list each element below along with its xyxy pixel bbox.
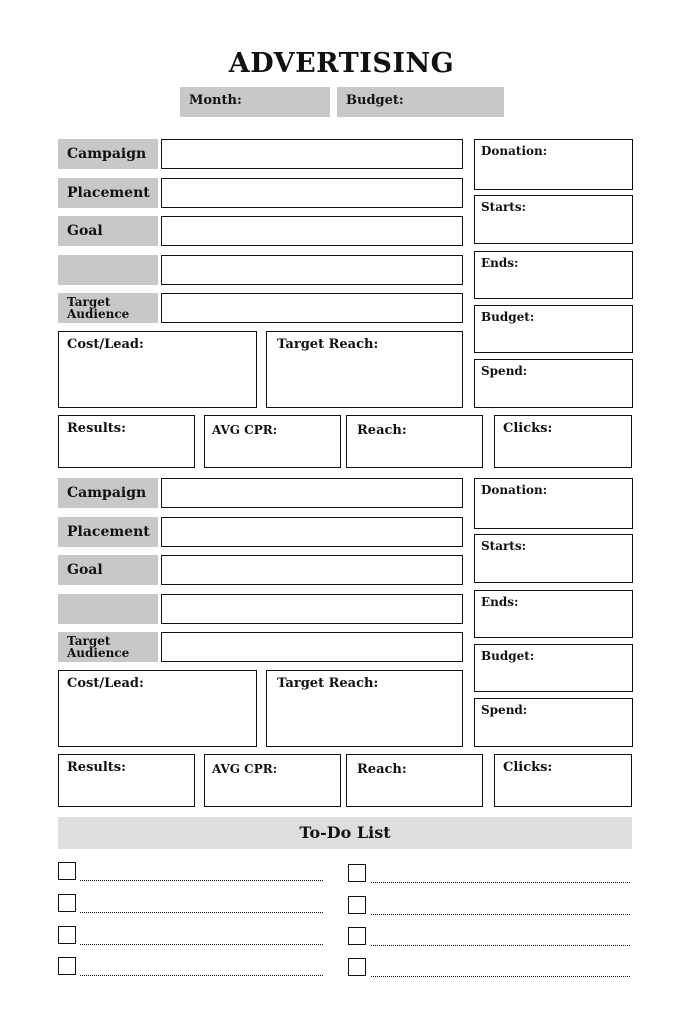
todo-line[interactable] — [80, 880, 323, 881]
reach-label: Reach: — [357, 762, 407, 777]
donation-box[interactable] — [474, 478, 633, 529]
budget-label: Budget: — [346, 93, 404, 108]
donation-label: Donation: — [481, 144, 548, 158]
goal-label: Goal — [58, 216, 158, 246]
page-title: ADVERTISING — [228, 48, 455, 79]
target-reach-label: Target Reach: — [277, 676, 379, 691]
goal-input[interactable] — [161, 216, 463, 246]
budget-box[interactable] — [474, 644, 633, 692]
avg-cpr-label: AVG CPR: — [212, 423, 278, 437]
ends-label: Ends: — [481, 595, 519, 609]
custom-label — [58, 594, 158, 624]
todo-line[interactable] — [371, 914, 630, 915]
reach-box[interactable] — [346, 754, 483, 807]
target-audience-label: Target Audience — [58, 293, 158, 323]
todo-line[interactable] — [80, 944, 323, 945]
cost-lead-box[interactable] — [58, 670, 257, 747]
todo-line[interactable] — [371, 945, 630, 946]
donation-box[interactable] — [474, 139, 633, 190]
target-reach-label: Target Reach: — [277, 337, 379, 352]
ends-box[interactable] — [474, 251, 633, 299]
month-label: Month: — [189, 93, 242, 108]
ends-label: Ends: — [481, 256, 519, 270]
target-audience-input[interactable] — [161, 293, 463, 323]
starts-label: Starts: — [481, 200, 527, 214]
todo-checkbox[interactable] — [58, 862, 76, 880]
placement-label: Placement — [58, 517, 158, 547]
donation-label: Donation: — [481, 483, 548, 497]
todo-checkbox[interactable] — [58, 957, 76, 975]
cost-lead-label: Cost/Lead: — [67, 676, 144, 691]
starts-box[interactable] — [474, 534, 633, 583]
reach-label: Reach: — [357, 423, 407, 438]
target-audience-input[interactable] — [161, 632, 463, 662]
spend-label: Spend: — [481, 703, 528, 717]
avg-cpr-box[interactable] — [204, 754, 341, 807]
campaign-input[interactable] — [161, 478, 463, 508]
custom-input[interactable] — [161, 594, 463, 624]
todo-checkbox[interactable] — [348, 896, 366, 914]
budget-box-label: Budget: — [481, 649, 535, 663]
todo-checkbox[interactable] — [58, 894, 76, 912]
campaign-input[interactable] — [161, 139, 463, 169]
clicks-label: Clicks: — [503, 760, 553, 775]
budget-box-label: Budget: — [481, 310, 535, 324]
todo-line[interactable] — [80, 912, 323, 913]
clicks-label: Clicks: — [503, 421, 553, 436]
results-label: Results: — [67, 421, 126, 436]
todo-checkbox[interactable] — [58, 926, 76, 944]
custom-input[interactable] — [161, 255, 463, 285]
custom-label — [58, 255, 158, 285]
todo-checkbox[interactable] — [348, 958, 366, 976]
placement-input[interactable] — [161, 517, 463, 547]
cost-lead-label: Cost/Lead: — [67, 337, 144, 352]
goal-label: Goal — [58, 555, 158, 585]
campaign-label: Campaign — [58, 139, 158, 169]
campaign-label: Campaign — [58, 478, 158, 508]
placement-label: Placement — [58, 178, 158, 208]
spend-label: Spend: — [481, 364, 528, 378]
goal-input[interactable] — [161, 555, 463, 585]
todo-line[interactable] — [371, 976, 630, 977]
campaign-block-2 — [0, 339, 683, 839]
ends-box[interactable] — [474, 590, 633, 638]
todo-checkbox[interactable] — [348, 864, 366, 882]
spend-box[interactable] — [474, 698, 633, 747]
todo-checkbox[interactable] — [348, 927, 366, 945]
starts-label: Starts: — [481, 539, 527, 553]
avg-cpr-label: AVG CPR: — [212, 762, 278, 776]
results-box[interactable] — [58, 754, 195, 807]
todo-list-header: To-Do List — [58, 817, 632, 849]
clicks-box[interactable] — [494, 754, 632, 807]
todo-line[interactable] — [80, 975, 323, 976]
target-audience-label: Target Audience — [58, 632, 158, 662]
placement-input[interactable] — [161, 178, 463, 208]
results-label: Results: — [67, 760, 126, 775]
todo-line[interactable] — [371, 882, 630, 883]
starts-box[interactable] — [474, 195, 633, 244]
target-reach-box[interactable] — [266, 670, 463, 747]
